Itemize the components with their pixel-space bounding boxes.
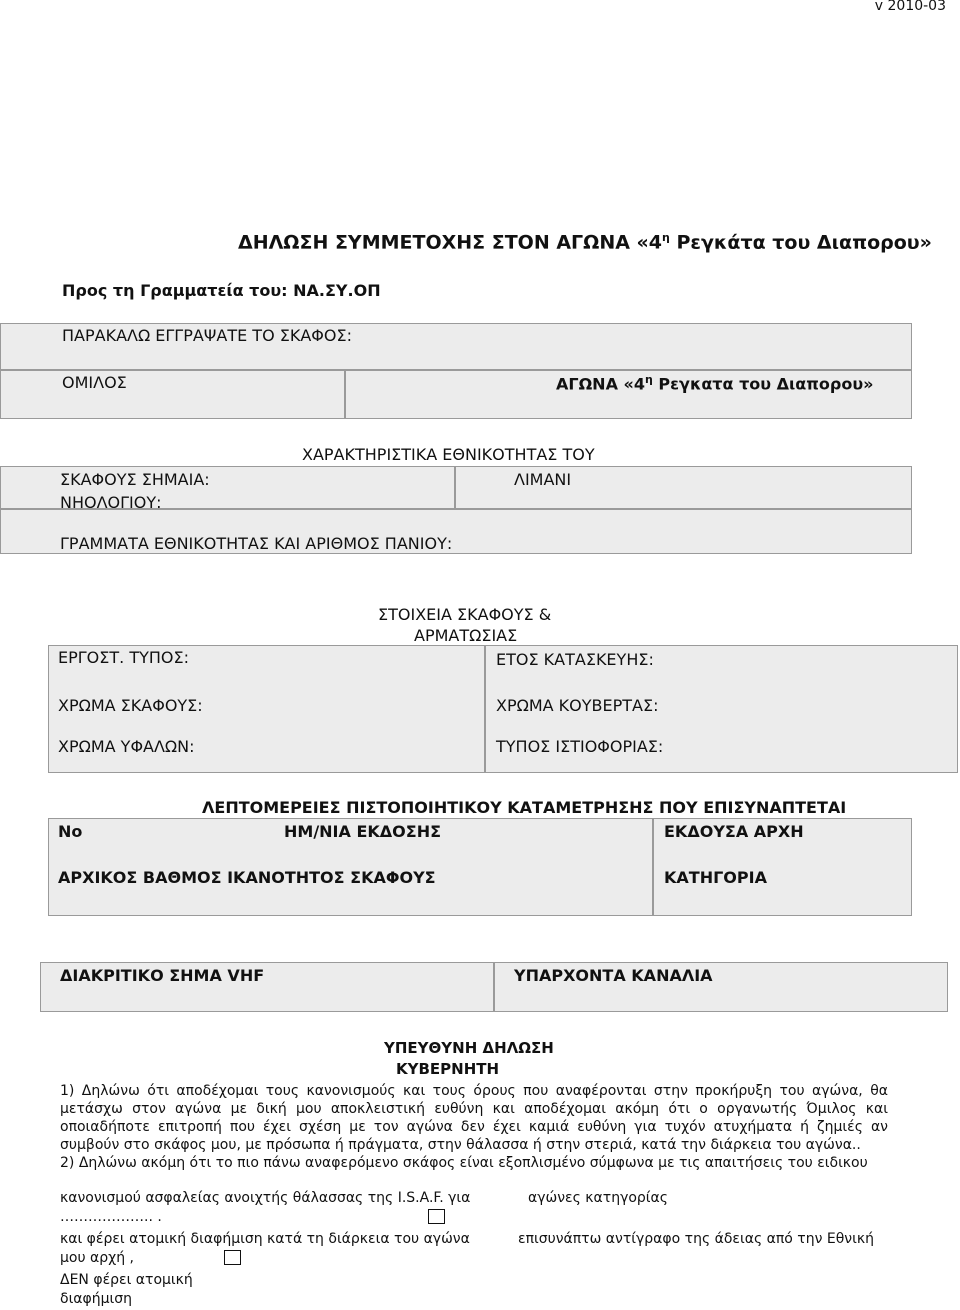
category-field[interactable]: ΚΑΤΗΓΟΡΙΑ — [664, 868, 767, 887]
title-superscript: η — [662, 231, 670, 244]
declaration-title: ΥΠΕΥΘΥΝΗ ΔΗΛΩΣΗ — [384, 1039, 554, 1057]
recipient-label: Προς τη Γραμματεία του: — [62, 281, 288, 300]
declaration-title-line2: ΚΥΒΕΡΝΗΤΗ — [396, 1060, 500, 1078]
no-advertising-text: ΔΕΝ φέρει ατομική — [60, 1272, 193, 1288]
no-advertising-text-line2: διαφήμιση — [60, 1291, 133, 1307]
builder-type-field[interactable]: ΕΡΓΟΣΤ. ΤΥΠΟΣ: — [58, 648, 189, 667]
flag-field-label[interactable]: ΣΚΑΦΟΥΣ ΣΗΜΑΙΑ: — [60, 470, 210, 489]
registration-header: ΠΑΡΑΚΑΛΩ ΕΓΓΡΑΨΑΤΕ ΤΟ ΣΚΑΦΟΣ: — [62, 326, 352, 345]
declaration-paragraph-2: 2) Δηλώνω ακόμη ότι το πιο πάνω αναφερόμενο σκάφος είναι εξοπλισμένο σύμφωνα με τις απαιτήσεις του ειδικου — [60, 1155, 868, 1171]
recipient-line — [62, 281, 381, 300]
license-text: επισυνάπτω αντίγραφο της άδειας από την Εθνική — [518, 1231, 874, 1247]
authority-text: μου αρχή , — [60, 1250, 134, 1266]
build-year-field[interactable]: ΕΤΟΣ ΚΑΤΑΣΚΕΥΗΣ: — [496, 650, 654, 669]
certificate-no-field[interactable]: Νο — [58, 822, 83, 841]
option-advertising-checkbox[interactable] — [428, 1209, 445, 1224]
certificate-header: ΛΕΠΤΟΜΕΡΕΙΕΣ ΠΙΣΤΟΠΟΙΗΤΙΚΟΥ ΚΑΤΑΜΕΤΡΗΣΗΣ ΠΟΥ ΕΠΙΣΥΝΑΠΤΕΤΑΙ — [202, 798, 847, 817]
rating-field[interactable]: ΑΡΧΙΚΟΣ ΒΑΘΜΟΣ ΙΚΑΝΟΤΗΤΟΣ ΣΚΑΦΟΥΣ — [58, 868, 436, 887]
registry-field-label[interactable]: ΝΗΟΛΟΓΙΟΥ: — [60, 493, 162, 512]
version-label: v 2010-03 — [874, 0, 946, 14]
boat-header: ΣΤΟΙΧΕΙΑ ΣΚΑΦΟΥΣ & — [378, 605, 552, 624]
vhf-call-sign-field[interactable]: ΔΙΑΚΡΙΤΙΚΟ ΣΗΜΑ VHF — [60, 966, 265, 985]
bottom-color-field[interactable]: ΧΡΩΜΑ ΥΦΑΛΩΝ: — [58, 737, 195, 756]
declaration-paragraph-1: 1) Δηλώνω ότι αποδέχομαι τους κανονισμούς και τους όρους που αναφέρονται στην προκήρυξη του αγώνα, θα μετάσχω στον αγώνα με δική μου αποκλειστική ευθύνη και αποδέχομαι ακόμη ότι ο οργανωτής Όμιλος και οποιαδήποτε επιτροπή που έχει σχέση με τον αγώνα δεν έχει καμιά ευθύνη για τυχόν ατυχήματα ή ζημιές αν συμβούν στο σκάφος μου, με πρόσωπα ή πράγματα, στην θάλασσα ή στην στεριά, κατά την διάρκεια του αγώνα.. — [60, 1083, 888, 1153]
issue-date-field[interactable]: ΗΜ/ΝΙΑ ΕΚΔΟΣΗΣ — [284, 822, 442, 841]
issuing-authority-field[interactable]: ΕΚΔΟΥΣΑ ΑΡΧΗ — [664, 822, 804, 841]
boat-header-line2: ΑΡΜΑΤΩΣΙΑΣ — [414, 626, 518, 645]
race-part: Ρεγκατα του Διαπορου» — [652, 374, 874, 394]
deck-color-field[interactable]: ΧΡΩΜΑ ΚΟΥΒΕΡΤΑΣ: — [496, 696, 659, 715]
advertising-text: και φέρει ατομική διαφήμιση κατά τη διάρκεια του αγώνα — [60, 1231, 470, 1247]
nationality-header: ΧΑΡΑΚΤΗΡΙΣΤΙΚΑ ΕΘΝΙΚΟΤΗΤΑΣ ΤΟΥ — [302, 445, 595, 464]
port-field-label[interactable]: ΛΙΜΑΝΙ — [514, 470, 572, 489]
title-part: ΔΗΛΩΣΗ ΣΥΜΜΕΤΟΧΗΣ ΣΤΟΝ ΑΓΩΝΑ «4 — [238, 231, 663, 254]
title-part: Ρεγκάτα του Διαπορου» — [669, 231, 932, 254]
club-field[interactable]: ΟΜΙΛΟΣ — [62, 373, 127, 392]
sail-letters-field[interactable]: ΓΡΑΜΜΑΤΑ ΕΘΝΙΚΟΤΗΤΑΣ ΚΑΙ ΑΡΙΘΜΟΣ ΠΑΝΙΟΥ: — [60, 534, 453, 553]
isaf-text: κανονισμού ασφαλείας ανοιχτής θάλασσας της I.S.A.F. για — [60, 1190, 471, 1206]
radio-channels-field[interactable]: ΥΠΑΡΧΟΝΤΑ ΚΑΝΑΛΙΑ — [514, 966, 713, 985]
category-blank[interactable]: ……………….. . — [60, 1209, 162, 1225]
race-superscript: η — [645, 373, 653, 386]
recipient-value: ΝΑ.ΣΥ.ΟΠ — [293, 281, 381, 300]
rig-type-field[interactable]: ΤΥΠΟΣ ΙΣΤΙΟΦΟΡΙΑΣ: — [496, 737, 664, 756]
option-no-advertising-checkbox[interactable] — [224, 1250, 241, 1265]
race-part: ΑΓΩΝΑ «4 — [556, 374, 645, 394]
race-name — [556, 373, 874, 393]
race-category-text: αγώνες κατηγορίας — [528, 1190, 668, 1206]
hull-color-field[interactable]: ΧΡΩΜΑ ΣΚΑΦΟΥΣ: — [58, 696, 203, 715]
page-title — [238, 231, 932, 253]
